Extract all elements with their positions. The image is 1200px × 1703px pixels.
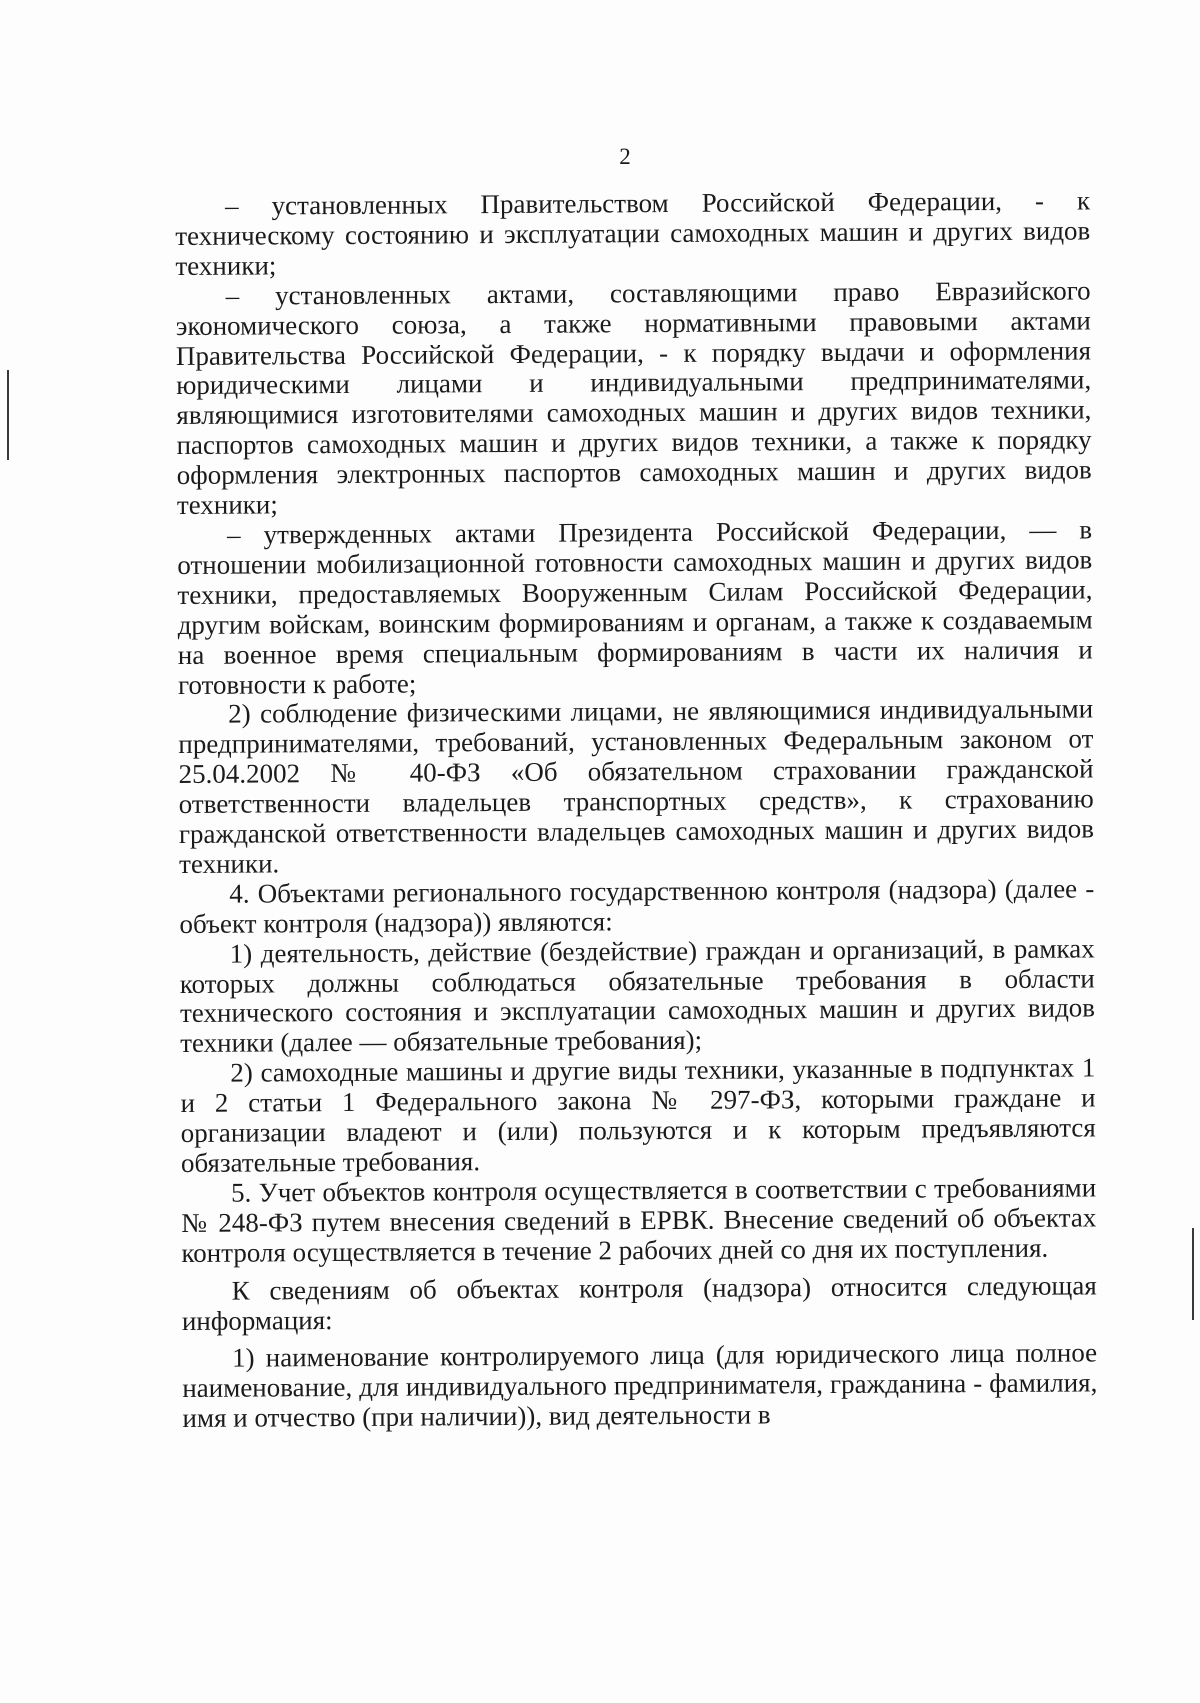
paragraph-item-2-insurance: 2) соблюдение физическими лицами, не являющимися индивидуальными предпринимателями, требований, установленных Федеральным законом от 25.04.2002 № 40-ФЗ «Об обязательном страховании гражданской ответственности владельцев транспортных средств», к страхованию гражданской ответственности владельцев самоходных машин и других видов техники. <box>178 693 1094 879</box>
paragraph-info-intro: К сведениям об объектах контроля (надзора) относится следующая информация: <box>181 1270 1097 1336</box>
paragraph-dash-2: – установленных актами, составляющими право Евразийского экономического союза, а также нормативными правовыми актами Правительства Российской Федерации, - к порядку выдачи и оформления юридическими лицами и индивидуальными предпринимателями, являющимися изготовителями самоходных машин и других видов техники, паспортов самоходных машин и других видов техники, а также к порядку оформления электронных паспортов самоходных машин и других видов техники; <box>175 275 1092 521</box>
paragraph-dash-1: – установленных Правительством Российской Федерации, - к техническому состоянию и эксплуатации самоходных машин и других видов техники; <box>175 185 1091 281</box>
paragraph-section-4: 4. Объектами регионального государственною контроля (надзора) (далее - объект контроля (надзора)) являются: <box>179 873 1095 939</box>
paragraph-info-item-1: 1) наименование контролируемого лица (для юридического лица полное наименование, для индивидуального предпринимателя, гражданина - фамилия, имя и отчество (при наличии)), вид деятельности в <box>182 1337 1098 1434</box>
paragraph-section-5: 5. Учет объектов контроля осуществляется в соответствии с требованиями № 248-ФЗ путем внесения сведений в ЕРВК. Внесение сведений об объектах контроля осуществляется в течение 2 рабочих дней со дня их поступления. <box>181 1172 1097 1268</box>
paragraph-section-4-item-2: 2) самоходные машины и другие виды техники, указанные в подпунктах 1 и 2 статьи 1 Федерального закона № 297-ФЗ, которыми граждане и организации владеют и (или) пользуются и к которым предъявляются обязательные требования. <box>180 1052 1096 1178</box>
paragraph-section-4-item-1: 1) деятельность, действие (бездействие) граждан и организаций, в рамках которых должны соблюдаться обязательные требования в области технического состояния и эксплуатации самоходных машин и других видов техники (далее — обязательные требования); <box>179 933 1096 1059</box>
scan-edge-mark-left <box>7 370 9 460</box>
paragraph-dash-3: – утвержденных актами Президента Российской Федерации, — в отношении мобилизационной готовности самоходных машин и других видов техники, предоставляемых Вооруженным Силам Российской Федерации, другим войскам, воинским формированиям и органам, а также к создаваемым на военное время специальным формированиям в части их наличия и готовности к работе; <box>177 514 1093 700</box>
document-body <box>175 186 1098 1434</box>
scan-edge-mark-right <box>1192 1228 1194 1320</box>
page-number: 2 <box>619 144 631 169</box>
